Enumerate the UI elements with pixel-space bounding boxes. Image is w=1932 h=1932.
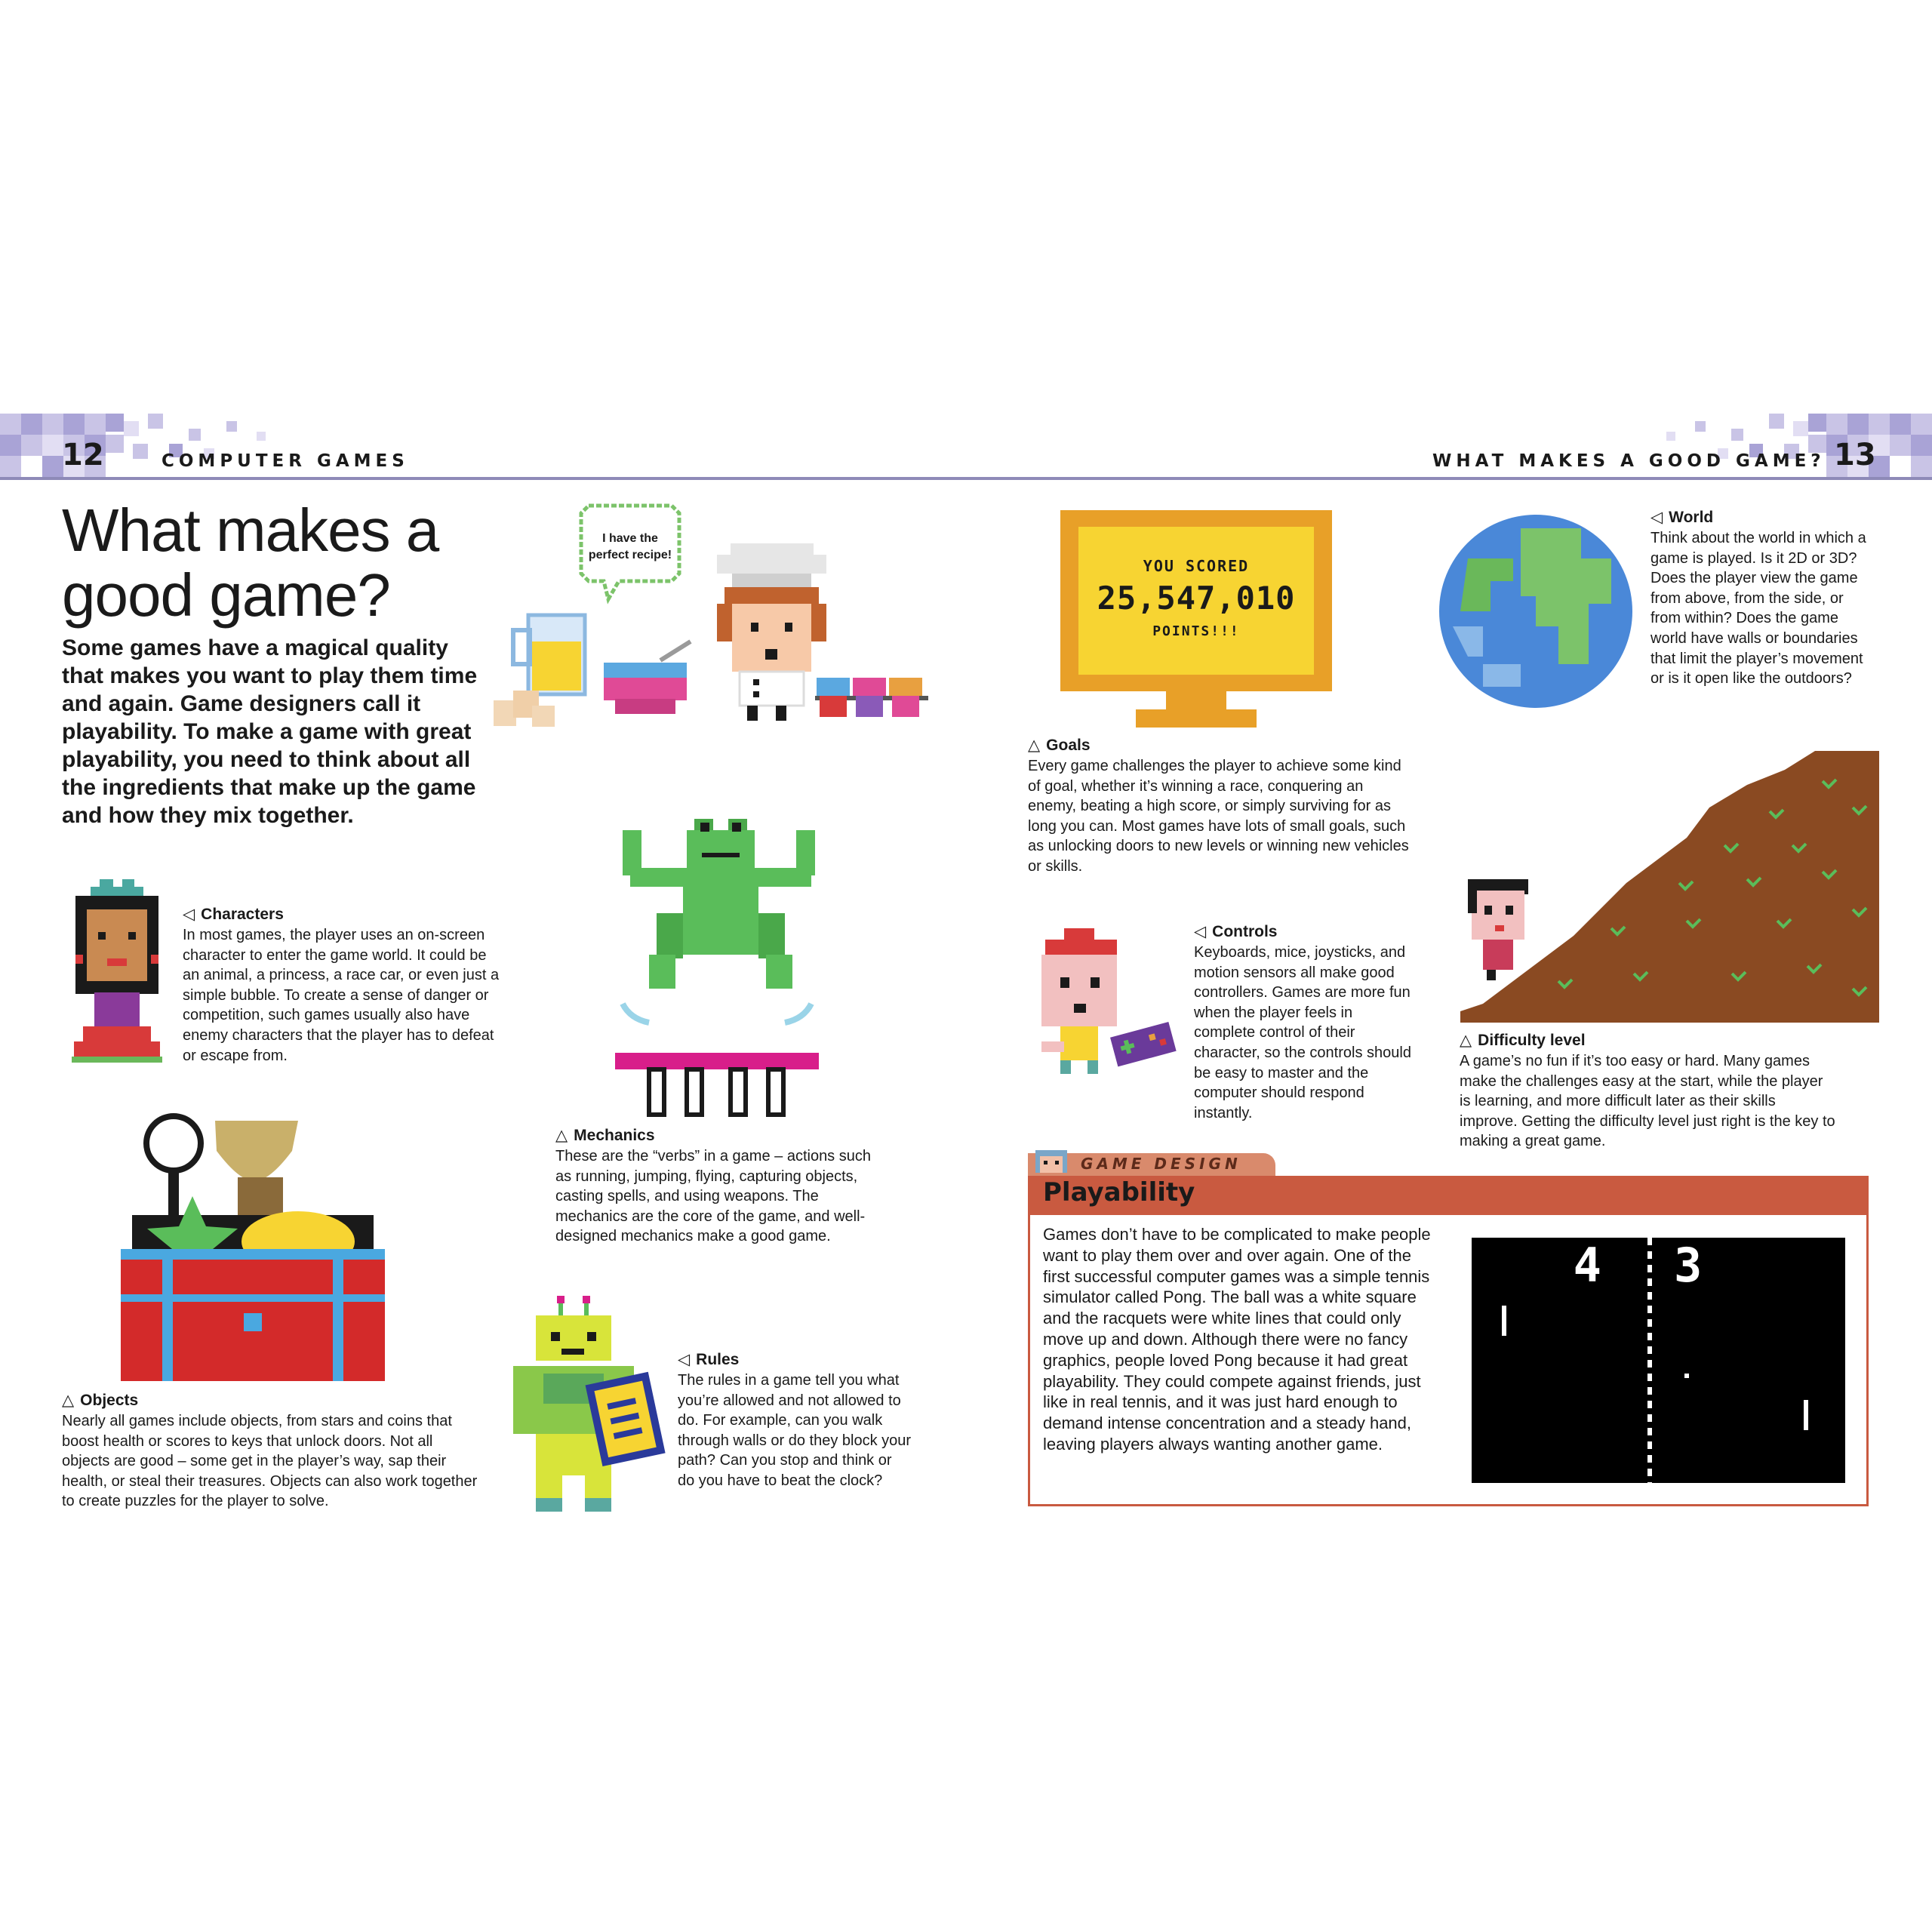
difficulty-heading: Difficulty level (1478, 1032, 1586, 1049)
world-caption (1651, 507, 1873, 689)
goals-caption (1028, 735, 1413, 877)
mechanics-body: These are the “verbs” in a game – actions such as running, jumping, flying, capturing objects, casting spells, and using weapons. The mechanics are the core of the game, and well-designed mechanics make a good game. (555, 1148, 871, 1245)
controls-heading: Controls (1212, 923, 1278, 940)
intro-paragraph: Some games have a magical quality that makes you want to play them time and again. Game designers call it playability. To make a game with great playability, you need to think about all the ingredients that make up the game and how they mix together. (62, 635, 478, 828)
characters-heading: Characters (201, 906, 284, 923)
left-pointer-icon: ◁ (183, 906, 195, 923)
pong-net (1647, 1238, 1652, 1483)
characters-body: In most games, the player uses an on-screen character to enter the game world. It could be an animal, a princess, a race car, or even just a simple bubble. To create a sense of danger or competition, such games usually also have enemy characters that the player has to defeat or escape from. (183, 927, 500, 1064)
pong-screen (1472, 1238, 1845, 1483)
characters-caption (183, 904, 500, 1066)
left-pointer-icon: ◁ (1651, 509, 1663, 526)
pixel-globe-illustration (1438, 513, 1634, 709)
objects-caption (62, 1390, 485, 1512)
difficulty-caption (1460, 1030, 1837, 1152)
pong-left-paddle (1502, 1306, 1506, 1336)
game-design-tab-label: GAME DESIGN (1081, 1155, 1241, 1173)
goals-body: Every game challenges the player to achieve some kind of goal, whether it’s winning a race, conquering an enemy, beating a high score, or simply surviving for as long you can. Most games have lots of small goals, such as unlocking doors to new levels or winning new vehicles or skills. (1028, 758, 1409, 875)
score-value: 25,547,010 (1097, 580, 1296, 617)
up-pointer-icon: △ (62, 1392, 75, 1409)
up-pointer-icon: △ (555, 1127, 568, 1144)
score-monitor-illustration (1060, 510, 1332, 729)
playability-title: Playability (1043, 1177, 1195, 1208)
page-title: What makes a good game? (62, 497, 439, 629)
up-pointer-icon: △ (1460, 1032, 1472, 1049)
pong-ball (1684, 1374, 1689, 1378)
pong-right-paddle (1804, 1400, 1808, 1430)
difficulty-body: A game’s no fun if it’s too easy or hard. Many games make the challenges easy at the start, while the player is learning, and more difficult later as their skills improve. Getting the difficulty level just right is the key to making a great game. (1460, 1053, 1835, 1150)
robot-with-rulebook-illustration (513, 1294, 672, 1513)
rules-heading: Rules (696, 1351, 740, 1368)
chef-recipe-illustration (491, 498, 928, 740)
header-rule (0, 477, 1932, 480)
goals-heading: Goals (1046, 737, 1091, 754)
left-page-number: 12 (62, 438, 104, 472)
left-pointer-icon: ◁ (678, 1351, 691, 1368)
objects-heading: Objects (80, 1392, 139, 1409)
right-running-head: WHAT MAKES A GOOD GAME? (1432, 451, 1826, 471)
controls-caption (1194, 921, 1413, 1123)
rules-body: The rules in a game tell you what you’re allowed and not allowed to do. For example, can you walk through walls or do they block your path? Can you stop and think or do you have to beat the clock? (678, 1372, 912, 1489)
mechanics-heading: Mechanics (574, 1127, 655, 1144)
speech-bubble-line2: perfect recipe! (588, 549, 672, 561)
treasure-chest-illustration (117, 1109, 389, 1381)
rules-caption (678, 1349, 912, 1491)
princess-character-illustration (60, 879, 174, 1068)
speech-bubble-line1: I have the (602, 532, 658, 545)
world-heading: World (1669, 509, 1714, 526)
playability-body: Games don’t have to be complicated to make people want to play them over and over again. One of the first successful computer games was a simple tennis simulator called Pong. The ball was a white square and the racquets were white lines that could only move up and down. Although there were no fancy graphics, people loved Pong because it had great playability. They could compete against friends, just like in real tennis, and it was just hard enough to demand intense concentration and a steady hand, leaving players always wanting another game. (1043, 1225, 1431, 1454)
pong-right-score: 3 (1674, 1238, 1703, 1293)
right-page-number: 13 (1834, 438, 1876, 472)
objects-body: Nearly all games include objects, from stars and coins that boost health or scores to keys that unlock doors. Not all objects are good – some get in the player’s way, sap their health, or steal their treasures. Objects can also work together to create puzzles for the player to solve. (62, 1413, 478, 1510)
score-line3: POINTS!!! (1152, 623, 1240, 639)
world-body: Think about the world in which a game is played. Is it 2D or 3D? Does the player view the game from above, from the side, or from within? Does the game world have walls or boundaries that limit the player’s movement or is it open like the outdoors? (1651, 530, 1866, 688)
hill-climb-illustration (1460, 747, 1879, 1026)
score-line1: YOU SCORED (1143, 557, 1250, 575)
gamer-kid-illustration (1030, 928, 1181, 1079)
pixel-face-icon (1032, 1149, 1070, 1174)
mechanics-caption (555, 1125, 888, 1247)
speech-bubble (581, 506, 679, 599)
left-running-head: COMPUTER GAMES (162, 451, 409, 471)
pong-left-score: 4 (1573, 1238, 1601, 1293)
jumping-frog-illustration (611, 815, 823, 1124)
up-pointer-icon: △ (1028, 737, 1041, 754)
controls-body: Keyboards, mice, joysticks, and motion sensors all make good controllers. Games are more fun when the player feels in complete control of their character, so the controls should be easy to master and the computer should respond instantly. (1194, 944, 1411, 1121)
left-pointer-icon: ◁ (1194, 923, 1207, 940)
